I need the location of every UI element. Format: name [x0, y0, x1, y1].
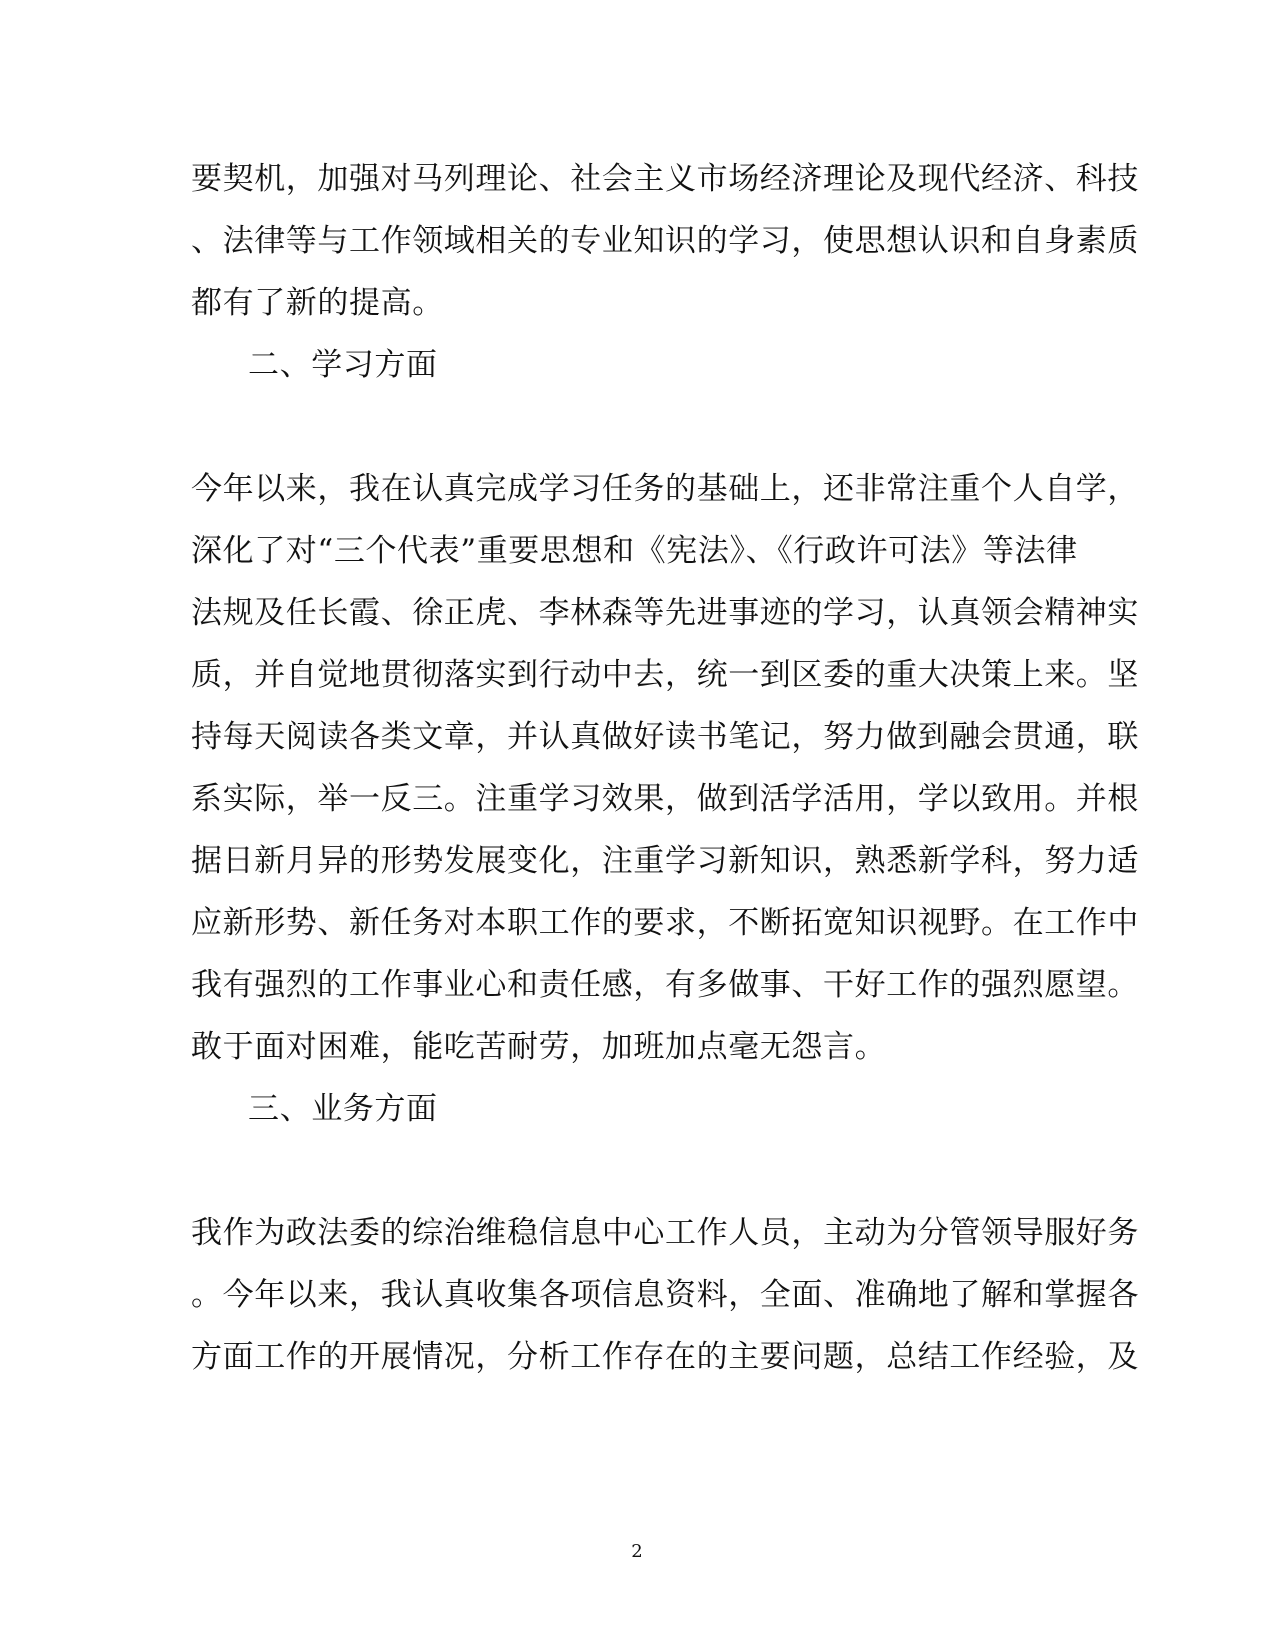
paragraph-line: 、法律等与工作领域相关的专业知识的学习，使思想认识和自身素质 [191, 223, 1139, 259]
paragraph-line: 都有了新的提高。 [191, 285, 444, 321]
paragraph-line: 敢于面对困难，能吃苦耐劳，加班加点毫无怨言。 [191, 1029, 887, 1065]
paragraph-line: 我有强烈的工作事业心和责任感，有多做事、干好工作的强烈愿望。 [191, 967, 1139, 1003]
paragraph-line: 今年以来，我在认真完成学习任务的基础上，还非常注重个人自学， [191, 471, 1139, 507]
paragraph-line: 系实际，举一反三。注重学习效果，做到活学活用，学以致用。并根 [191, 781, 1139, 817]
paragraph-line: 深化了对“三个代表”重要思想和《宪法》、《行政许可法》等法律 [191, 533, 1078, 569]
paragraph-line: 应新形势、新任务对本职工作的要求，不断拓宽知识视野。在工作中 [191, 905, 1139, 941]
page-number: 2 [631, 1541, 643, 1562]
section-heading-study: 二、学习方面 [248, 347, 438, 383]
paragraph-line: 据日新月异的形势发展变化，注重学习新知识，熟悉新学科，努力适 [191, 843, 1139, 879]
paragraph-line: 法规及任长霞、徐正虎、李林森等先进事迹的学习，认真领会精神实 [191, 595, 1139, 631]
paragraph-line: 质，并自觉地贯彻落实到行动中去，统一到区委的重大决策上来。坚 [191, 657, 1139, 693]
paragraph-line: 我作为政法委的综治维稳信息中心工作人员，主动为分管领导服好务 [191, 1215, 1139, 1251]
paragraph-line: 持每天阅读各类文章，并认真做好读书笔记，努力做到融会贯通，联 [191, 719, 1139, 755]
paragraph-line: 。今年以来，我认真收集各项信息资料，全面、准确地了解和掌握各 [191, 1277, 1139, 1313]
paragraph-line: 方面工作的开展情况，分析工作存在的主要问题，总结工作经验，及 [191, 1339, 1139, 1375]
paragraph-line: 要契机，加强对马列理论、社会主义市场经济理论及现代经济、科技 [191, 161, 1139, 197]
section-heading-business: 三、业务方面 [248, 1091, 438, 1127]
